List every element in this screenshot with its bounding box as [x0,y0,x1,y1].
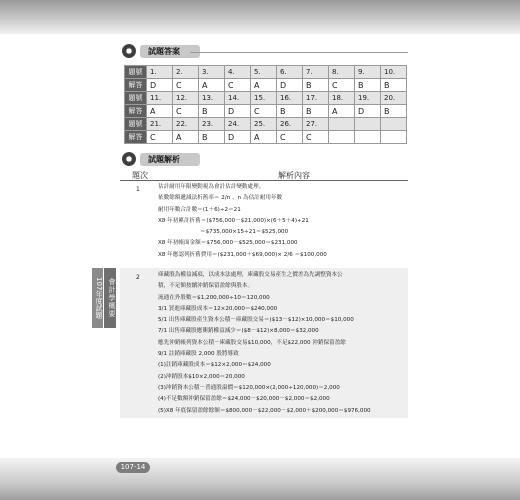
answer-cell: B [199,131,225,144]
question-number-cell: 18. [329,92,355,105]
answer-cell: C [329,79,355,92]
question-number-cell [381,118,407,131]
question-number-cell: 14. [225,92,251,105]
answer-cell: D [225,131,251,144]
solution-number: 1 [136,186,140,193]
answer-cell: A [251,79,277,92]
solution-line: 估計耐用年限變動視為會計估計變動處理。 [158,184,265,190]
question-number-cell: 21. [147,118,173,131]
question-number-cell: 8. [329,66,355,79]
question-number-cell: 10. [381,66,407,79]
solution-content [158,270,408,417]
question-number-cell: 22. [173,118,199,131]
solution-line: 流通在外股數＝$1,200,000÷10＝120,000 [158,294,270,301]
answer-cell: C [225,79,251,92]
question-number-cell: 27. [303,118,329,131]
solution-line: 7/1 出售庫藏股應衝銷權益減少＝($8－$12)×8,000＝$32,000 [158,328,319,335]
question-number-cell: 26. [277,118,303,131]
question-number-cell: 9. [355,66,381,79]
answer-cell [329,131,355,144]
solution-content [158,182,408,261]
answer-cell: C [277,131,303,144]
question-number-cell: 11. [147,92,173,105]
question-number-cell: 16. [277,92,303,105]
answer-cell: D [225,105,251,118]
solution-line: 依數餘額遞減法折舊率＝ 2/n ，n 為估計耐用年數 [158,195,283,202]
solution-line: (5)X8 年底保留盈餘餘額＝$800,000－$22,000－$2,000＋$200,000＝$976,000 [158,407,371,414]
answer-table-number-row [125,66,407,79]
solution-line: X8 年應認列折舊費用＝($231,000＋$69,000)× 2/6 ＝$100,000 [158,251,327,258]
answer-table-number-row [125,92,407,105]
answer-cell: B [303,105,329,118]
answer-cell [381,131,407,144]
solution-number: 2 [136,274,140,281]
section-label: 試題答案 [140,45,200,58]
answer-cell: B [381,79,407,92]
solution-line: (3)沖銷資本公積－普通股溢價＝$120,000×(2,000÷120,000)＝2,000 [158,384,340,391]
section-label: 試題解析 [140,153,200,166]
solution-line: 積，不足額按續沖銷保留盈餘與股本。 [158,283,254,290]
solution-line: 應先沖銷帳列資本公積－庫藏股交易$10,000，不足$22,000 沖銷保留盈餘 [158,339,346,346]
solution-line: 庫藏股為權益減項，以成本法處理，庫藏股交易產生之價差為先調整資本公 [158,272,343,278]
side-tab-year: 107年度試題 [92,268,103,328]
analysis-section-title [122,152,200,166]
solution-line: (1)註銷庫藏股成本＝$12×2,000＝$24,000 [158,362,271,369]
question-number-cell [355,118,381,131]
answer-cell: C [303,131,329,144]
question-number-cell: 15. [251,92,277,105]
question-number-cell: 1. [147,66,173,79]
header-band [0,0,520,34]
question-number-cell [329,118,355,131]
question-number-cell: 17. [303,92,329,105]
row-header: 解答 [125,105,147,118]
row-header: 題號 [125,92,147,105]
row-header: 題號 [125,118,147,131]
answer-cell: D [277,79,303,92]
answer-cell: D [147,79,173,92]
solution-line: (2)沖銷股本$10×2,000＝20,000 [158,373,245,380]
question-number-cell: 20. [381,92,407,105]
row-header: 解答 [125,79,147,92]
solution-line: ＝$735,000×15÷21＝$525,000 [200,229,289,236]
question-number-cell: 13. [199,92,225,105]
solution-line: X8 年初累計折舊＝($756,000－$21,000)×(6＋5＋4)÷21 [158,217,309,224]
answer-cell: A [173,131,199,144]
answer-cell: A [329,105,355,118]
analysis-header [120,170,408,181]
answer-cell: C [251,105,277,118]
question-number-cell: 3. [199,66,225,79]
answer-table-answer-row [125,131,407,144]
answer-cell: B [277,105,303,118]
question-number-cell: 24. [225,118,251,131]
question-number-cell: 25. [251,118,277,131]
column-header-number: 題次 [132,171,148,180]
answer-cell: C [147,131,173,144]
answer-cell: A [251,131,277,144]
answer-table [124,65,407,144]
answer-cell: A [199,79,225,92]
answer-cell [355,131,381,144]
answer-cell: A [147,105,173,118]
question-number-cell: 19. [355,92,381,105]
answer-cell: B [199,105,225,118]
column-header-content: 解析內容 [278,171,310,180]
answers-section-title [122,44,200,58]
solution-line: 5/1 出售庫藏股產生資本公積－庫藏股交易＝($13－$12)×10,000＝$10,000 [158,317,354,324]
row-header: 解答 [125,131,147,144]
question-number-cell: 23. [199,118,225,131]
question-number-cell: 2. [173,66,199,79]
answer-cell: B [381,105,407,118]
side-tab-subject: 會計學概要 [104,268,116,328]
solution-line: 9/1 註銷庫藏股 2,000 股將導致 [158,351,239,358]
question-number-cell: 12. [173,92,199,105]
answer-cell: C [173,105,199,118]
answer-cell: B [303,79,329,92]
answer-table-answer-row [125,79,407,92]
solution-line: X8 年初帳面金額＝$756,000－$525,000＝$231,000 [158,240,298,247]
section-bullet-icon [122,44,136,58]
answer-table-answer-row [125,105,407,118]
solution-line: (4)不足數額沖銷保留盈餘＝$24,000－$20,000－$2,000＝$2,000 [158,396,330,403]
page-number: 107-14 [116,462,150,473]
answer-cell: D [355,105,381,118]
section-bullet-icon [122,152,136,166]
answer-cell: C [173,79,199,92]
question-number-cell: 6. [277,66,303,79]
question-number-cell: 5. [251,66,277,79]
solution-line: 3/1 買進庫藏股成本＝12×20,000＝$240,000 [158,305,278,312]
solution-line: 耐用年數合計數＝(1＋6)÷2＝21 [158,206,241,213]
row-header: 題號 [125,66,147,79]
footer-band [0,458,520,500]
answer-cell: B [355,79,381,92]
section-divider [190,52,408,53]
answer-table-number-row [125,118,407,131]
question-number-cell: 4. [225,66,251,79]
question-number-cell: 7. [303,66,329,79]
